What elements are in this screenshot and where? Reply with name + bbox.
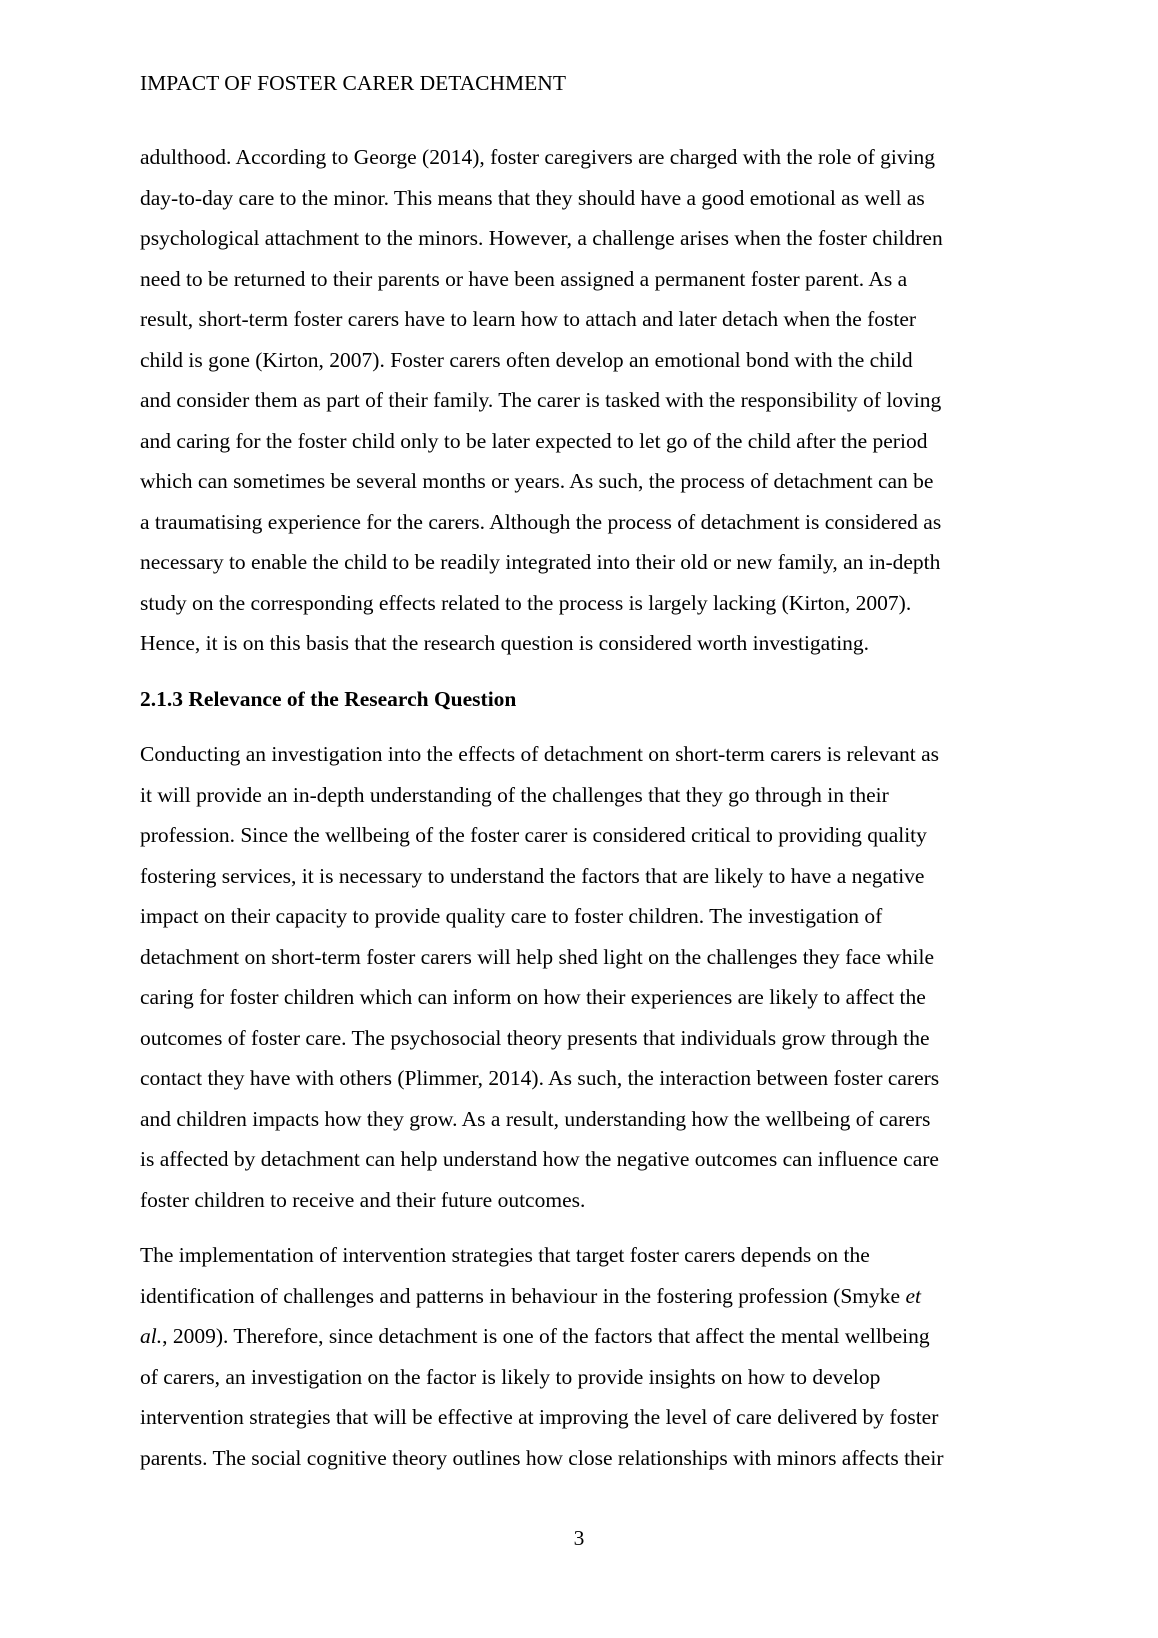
text-line: profession. Since the wellbeing of the foster carer is considered critical to providing quality xyxy=(140,823,927,847)
text-line: fostering services, it is necessary to understand the factors that are likely to have a negative xyxy=(140,863,925,888)
text-line: need to be returned to their parents or have been assigned a permanent foster parent. As a xyxy=(140,266,908,291)
text-line: The implementation of intervention strategies that target foster carers depends on the xyxy=(140,1243,870,1267)
text-line xyxy=(140,1316,1020,1357)
paragraph-relevance xyxy=(140,734,1020,1220)
text-line: caring for foster children which can inform on how their experiences are likely to affect the xyxy=(140,985,926,1009)
text-line: day-to-day care to the minor. This means that they should have a good emotional as well as xyxy=(140,185,925,210)
text-line: a traumatising experience for the carers. Although the process of detachment is considered as xyxy=(140,509,942,534)
text-line: outcomes of foster care. The psychosocial theory presents that individuals grow through the xyxy=(140,1025,930,1050)
text-line: Hence, it is on this basis that the research question is considered worth investigating. xyxy=(140,631,870,655)
text-line: intervention strategies that will be effective at improving the level of care delivered by foster xyxy=(140,1405,939,1429)
text-line: study on the corresponding effects related to the process is largely lacking (Kirton, 2007). xyxy=(140,590,912,615)
text-line: contact they have with others (Plimmer, 2014). As such, the interaction between foster carers xyxy=(140,1066,940,1090)
text-line: and caring for the foster child only to be later expected to let go of the child after the period xyxy=(140,428,928,453)
text-line: result, short-term foster carers have to learn how to attach and later detach when the foster xyxy=(140,307,917,331)
text-line: which can sometimes be several months or years. As such, the process of detachment can be xyxy=(140,469,934,493)
text-line: foster children to receive and their future outcomes. xyxy=(140,1187,586,1212)
text-line xyxy=(140,1276,1020,1317)
text-fragment: , 2009). Therefore, since detachment is one of the factors that affect the mental wellbeing xyxy=(162,1324,930,1348)
italic-text: al. xyxy=(140,1324,163,1348)
document-body xyxy=(140,137,1020,1478)
page-number: 3 xyxy=(573,1526,585,1550)
paragraph-intervention xyxy=(140,1235,1020,1478)
text-line: and children impacts how they grow. As a result, understanding how the wellbeing of carers xyxy=(140,1106,931,1131)
text-line: child is gone (Kirton, 2007). Foster carers often develop an emotional bond with the child xyxy=(140,347,913,372)
text-line: psychological attachment to the minors. However, a challenge arises when the foster children xyxy=(140,226,943,250)
running-header: IMPACT OF FOSTER CARER DETACHMENT xyxy=(140,71,566,95)
text-line: necessary to enable the child to be readily integrated into their old or new family, an in-depth xyxy=(140,550,941,574)
text-line: parents. The social cognitive theory outlines how close relationships with minors affects their xyxy=(140,1445,944,1470)
text-fragment: identification of challenges and patterns in behaviour in the fostering profession (Smyke xyxy=(140,1283,906,1308)
text-line: and consider them as part of their family. The carer is tasked with the responsibility of loving xyxy=(140,388,942,412)
paragraph-continuation xyxy=(140,137,1020,664)
text-line: of carers, an investigation on the factor is likely to provide insights on how to develop xyxy=(140,1364,881,1389)
text-line: it will provide an in-depth understanding of the challenges that they go through in their xyxy=(140,782,889,807)
section-heading: 2.1.3 Relevance of the Research Question xyxy=(140,686,517,711)
text-line: detachment on short-term foster carers will help shed light on the challenges they face while xyxy=(140,944,935,969)
text-line: impact on their capacity to provide quality care to foster children. The investigation of xyxy=(140,904,883,928)
text-line: Conducting an investigation into the effects of detachment on short-term carers is relevant as xyxy=(140,742,940,766)
italic-text: et xyxy=(905,1283,921,1308)
text-line: adulthood. According to George (2014), foster caregivers are charged with the role of giving xyxy=(140,145,936,169)
text-line: is affected by detachment can help understand how the negative outcomes can influence care xyxy=(140,1147,939,1171)
